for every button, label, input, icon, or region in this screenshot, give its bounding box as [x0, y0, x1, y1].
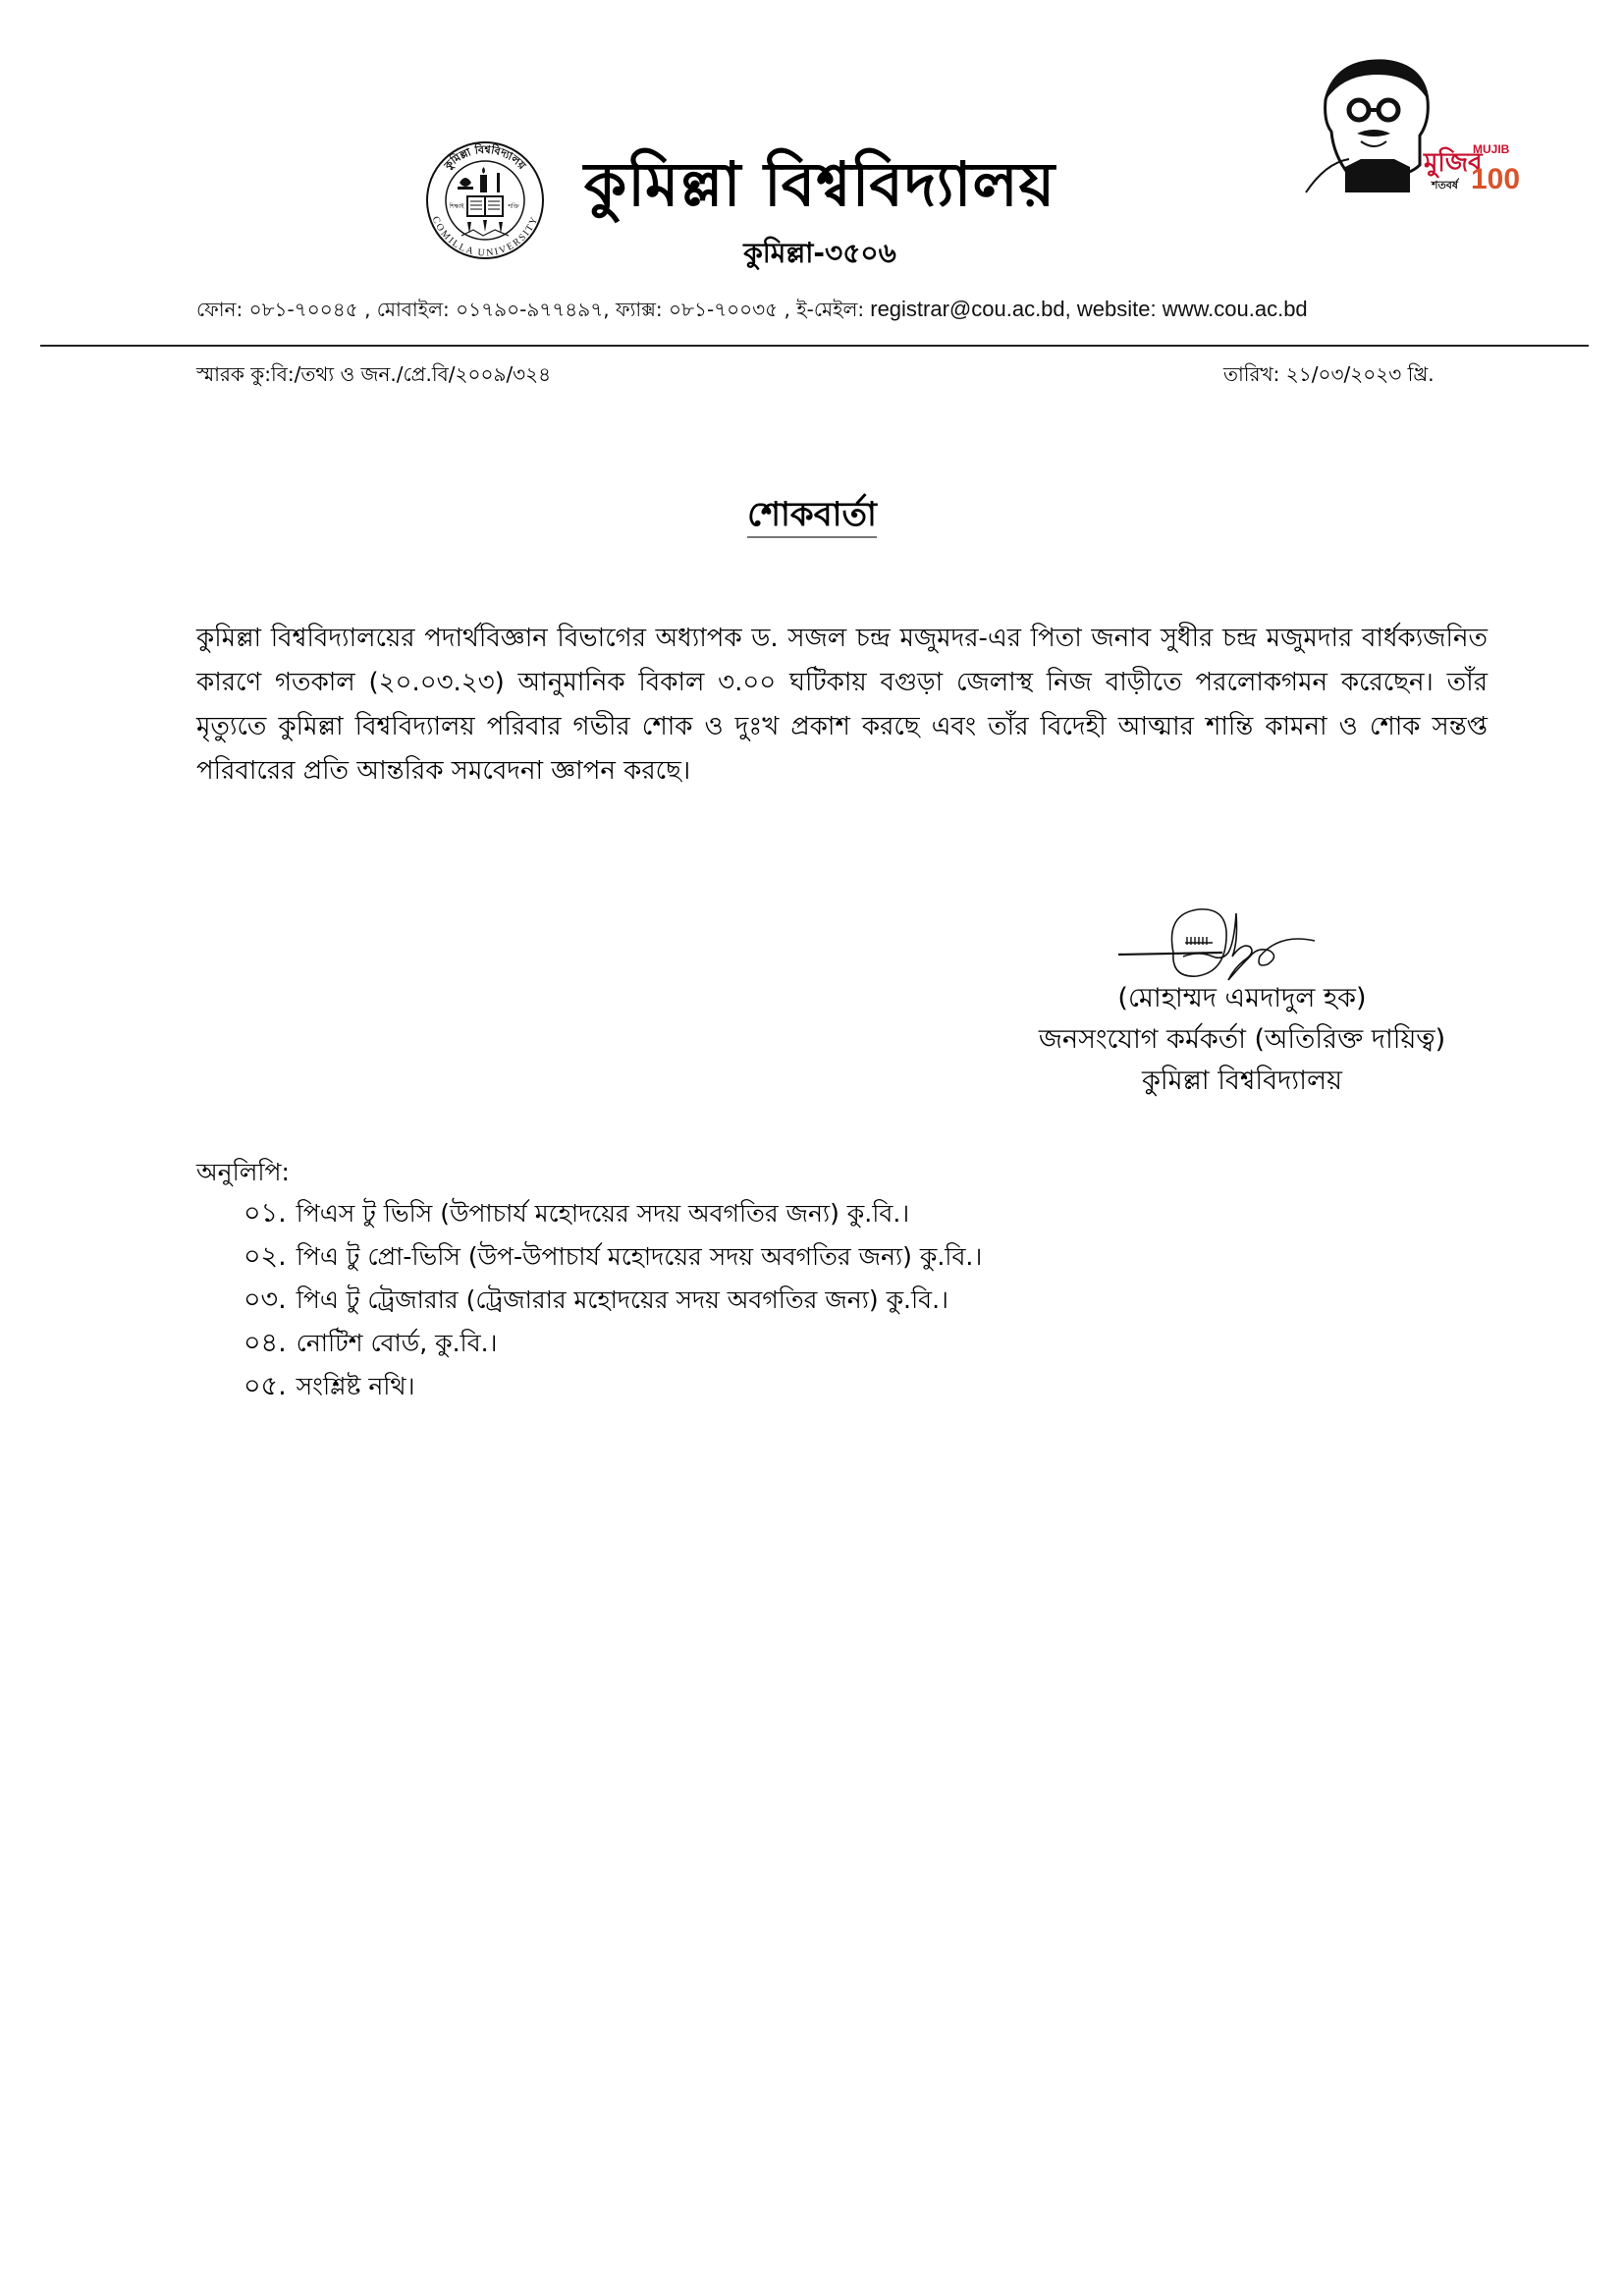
copies-list-item	[244, 1192, 982, 1235]
notice-body	[196, 617, 1488, 793]
copies-item-text: পিএ টু প্রো-ভিসি (উপ-উপাচার্য মহোদয়ের সদয় অবগতির জন্য) কু.বি.।	[296, 1242, 983, 1271]
seal-right-text: শক্তি	[508, 203, 519, 210]
mujib-logo-bangla-sub: শতবর্ষ	[1432, 179, 1458, 191]
copies-list-item	[244, 1322, 982, 1365]
memo-date: তারিখ: ২১/০৩/২০২৩ খ্রি.	[1223, 362, 1435, 386]
university-seal-icon	[424, 139, 546, 261]
seal-bottom-text: COMILLA UNIVERSITY	[429, 214, 541, 259]
signatory-designation: জনসংযোগ কর্মকর্তা (অতিরিক্ত দায়িত্ব)	[1038, 1024, 1446, 1055]
memo-reference: স্মারক কু:বি:/তথ্য ও জন./প্রে.বি/২০০৯/৩২৪	[196, 362, 552, 386]
mujib-logo-en-top: MUJIB	[1473, 142, 1510, 156]
copies-list-item	[244, 1365, 982, 1408]
contact-phones: ফোন: ০৮১-৭০০৪৫ , মোবাইল: ০১৭৯০-৯৭৭৪৯৭, ফ্যাক্স: ০৮১-৭০০৩৫ , ই-মেইল:	[196, 298, 865, 321]
copies-item-text: পিএ টু ট্রেজারার (ট্রেজারার মহোদয়ের সদয় অবগতির জন্য) কু.বি.।	[296, 1285, 948, 1314]
notice-title-text: শোকবার্তা	[747, 495, 877, 538]
notice-body-paragraph: কুমিল্লা বিশ্ববিদ্যালয়ের পদার্থবিজ্ঞান বিভাগের অধ্যাপক ড. সজল চন্দ্র মজুমদর-এর পিতা জনাব সুধীর চন্দ্র মজুমদার বার্ধক্যজনিত কারণে গতকাল (২০.০৩.২৩) আনুমানিক বিকাল ৩.০০ ঘটিকায় বগুড়া জেলাস্থ নিজ বাড়ীতে পরলোকগমন করেছেন। তাঁর মৃত্যুতে কুমিল্লা বিশ্ববিদ্যালয় পরিবার গভীর শোক ও দুঃখ প্রকাশ করছে এবং তাঁর বিদেহী আত্মার শান্তি কামনা ও শোক সন্তপ্ত পরিবারের প্রতি আন্তরিক সমবেদনা জ্ঞাপন করছে।	[196, 624, 1488, 786]
copies-item-number: ০২.	[244, 1241, 287, 1272]
copies-item-number: ০১.	[244, 1198, 287, 1229]
copies-item-number: ০৫.	[244, 1371, 287, 1401]
university-address: কুমিল্লা-৩৫০৬	[743, 237, 896, 269]
copies-list-item	[244, 1279, 982, 1322]
copies-list-item	[244, 1235, 982, 1279]
svg-text:কুমিল্লা বিশ্ববিদ্যালয়	[441, 142, 528, 174]
copies-item-text: পিএস টু ভিসি (উপাচার্য মহোদয়ের সদয় অবগতির জন্য) কু.বি.।	[296, 1199, 910, 1228]
mujib-100-logo-icon	[1286, 51, 1521, 198]
contact-line	[196, 295, 1473, 324]
header-divider	[40, 345, 1589, 347]
signatory-organization: কুমিল্লা বিশ্ববিদ্যালয়	[1141, 1066, 1342, 1096]
mujib-logo-en-bottom: 100	[1471, 163, 1521, 195]
seal-left-text: শিক্ষাই	[449, 203, 464, 210]
university-name: কুমিল্লা বিশ্ববিদ্যালয়	[583, 148, 1056, 220]
copies-list	[244, 1192, 982, 1408]
signatory-name: (মোহাম্মদ এমদাদুল হক)	[1117, 983, 1367, 1013]
signature-icon	[1114, 903, 1340, 984]
seal-top-text: কুমিল্লা বিশ্ববিদ্যালয়	[442, 142, 529, 173]
copies-item-number: ০৩.	[244, 1285, 287, 1315]
copies-item-number: ০৪.	[244, 1328, 287, 1358]
contact-email-website[interactable]: registrar@cou.ac.bd, website: www.cou.ac.bd	[864, 297, 1308, 321]
copies-item-text: সংশ্লিষ্ট নথি।	[296, 1372, 415, 1400]
copies-label: অনুলিপি:	[196, 1158, 290, 1186]
notice-title	[589, 491, 1035, 538]
copies-item-text: নোটিশ বোর্ড, কু.বি.।	[296, 1329, 498, 1357]
signatory-block	[1016, 978, 1468, 1102]
mujib-logo-bangla: মুজিব	[1424, 148, 1483, 178]
